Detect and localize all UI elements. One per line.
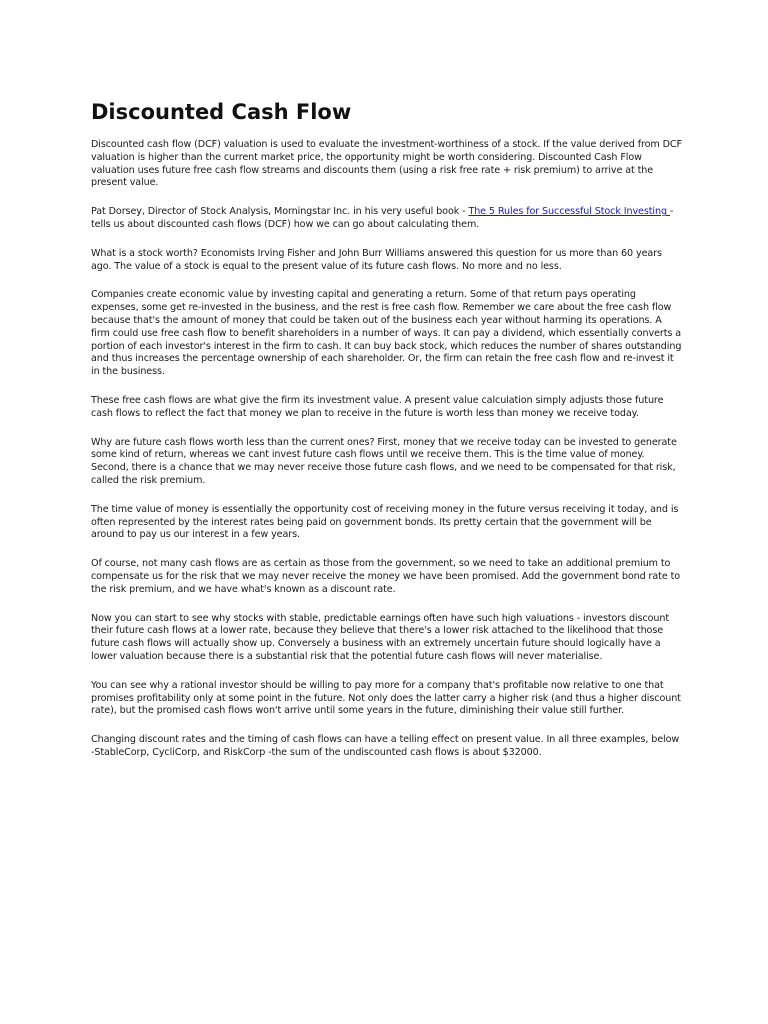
paragraph-examples: Changing discount rates and the timing of cash flows can have a telling effect on present value. In all three examples, below -StableCorp, CycliCorp, and RiskCorp -the sum of the undiscounted cash flows is about $32000. [91, 734, 680, 758]
book-link[interactable]: The 5 Rules for Successful Stock Investing [468, 206, 670, 218]
paragraph-worth-less: Why are future cash flows worth less than the current ones? First, money that we receive today can be invested to generate some kind of return, whereas we cant invest future cash flows until we receive them. This is the time value of money. Second, there is a chance that we may never receive those future cash flows, and we need to be compensated for that risk, called the risk premium. [91, 436, 677, 486]
paragraph-dorsey [91, 206, 683, 232]
document-page [91, 98, 683, 776]
paragraph-intro: Discounted cash flow (DCF) valuation is used to evaluate the investment-worthiness of a stock. If the value derived from DCF valuation is higher than the current market price, the opportunity might be worth considering. Discounted Cash Flow valuation uses future free cash flow streams and discounts them (using a risk free rate + risk premium) to arrive at the present value. [91, 139, 682, 189]
paragraph-discount-rate: Of course, not many cash flows are as certain as those from the government, so we need to take an additional premium to compensate us for the risk that we may never receive the money we have been promised. Add the government bond rate to the risk premium, and we have what's known as a discount rate. [91, 558, 681, 595]
paragraph-dorsey-text-after: - tells us about discounted cash flows (DCF) how we can go about calculating them. [91, 206, 674, 230]
paragraph-dorsey-text-before: Pat Dorsey, Director of Stock Analysis, Morningstar Inc. in his very useful book - [91, 206, 469, 218]
page-title: Discounted Cash Flow [91, 100, 352, 124]
paragraph-stable-stocks: Now you can start to see why stocks with stable, predictable earnings often have such high valuations - investors discount their future cash flows at a lower rate, because they believe that there's a lower risk attached to the likelihood that those future cash flows will actually show up. Conversely a business with an extremely uncertain future should logically have a lower valuation because there is a substantial risk that the potential future cash flows will never materialise. [91, 612, 670, 662]
paragraph-economic-value: Companies create economic value by investing capital and generating a return. Some of that return pays operating expenses, some get re-invested in the business, and the rest is free cash flow. Remember we care about the free cash flow because that's the amount of money that could be taken out of the business each year without harming its operations. A firm could use free cash flow to benefit shareholders in a number of ways. It can pay a dividend, which essentially converts a portion of each investor's interest in the firm to cash. It can buy back stock, which reduces the number of shares outstanding and thus increases the percentage ownership of each shareholder. Or, the firm can retain the free cash flow and re-invest it in the business. [91, 289, 682, 378]
paragraph-time-value: The time value of money is essentially the opportunity cost of receiving money in the future versus receiving it today, and is often represented by the interest rates being paid on government bonds. Its pretty certain that the government will be around to pay us our interest in a few years. [91, 503, 679, 541]
paragraph-stock-worth: What is a stock worth? Economists Irving Fisher and John Burr Williams answered this question for us more than 60 years ago. The value of a stock is equal to the present value of its future cash flows. No more and no less. [91, 247, 662, 272]
paragraph-rational-investor: You can see why a rational investor should be willing to pay more for a company that's profitable now relative to one that promises profitability only at some point in the future. Not only does the latter carry a higher risk (and thus a higher discount rate), but the promised cash flows won't arrive until some years in the future, diminishing their value still further. [91, 679, 681, 717]
paragraph-investment-value: These free cash flows are what give the firm its investment value. A present value calculation simply adjusts those future cash flows to reflect the fact that money we plan to receive in the future is worth less than money we receive today. [91, 394, 664, 419]
